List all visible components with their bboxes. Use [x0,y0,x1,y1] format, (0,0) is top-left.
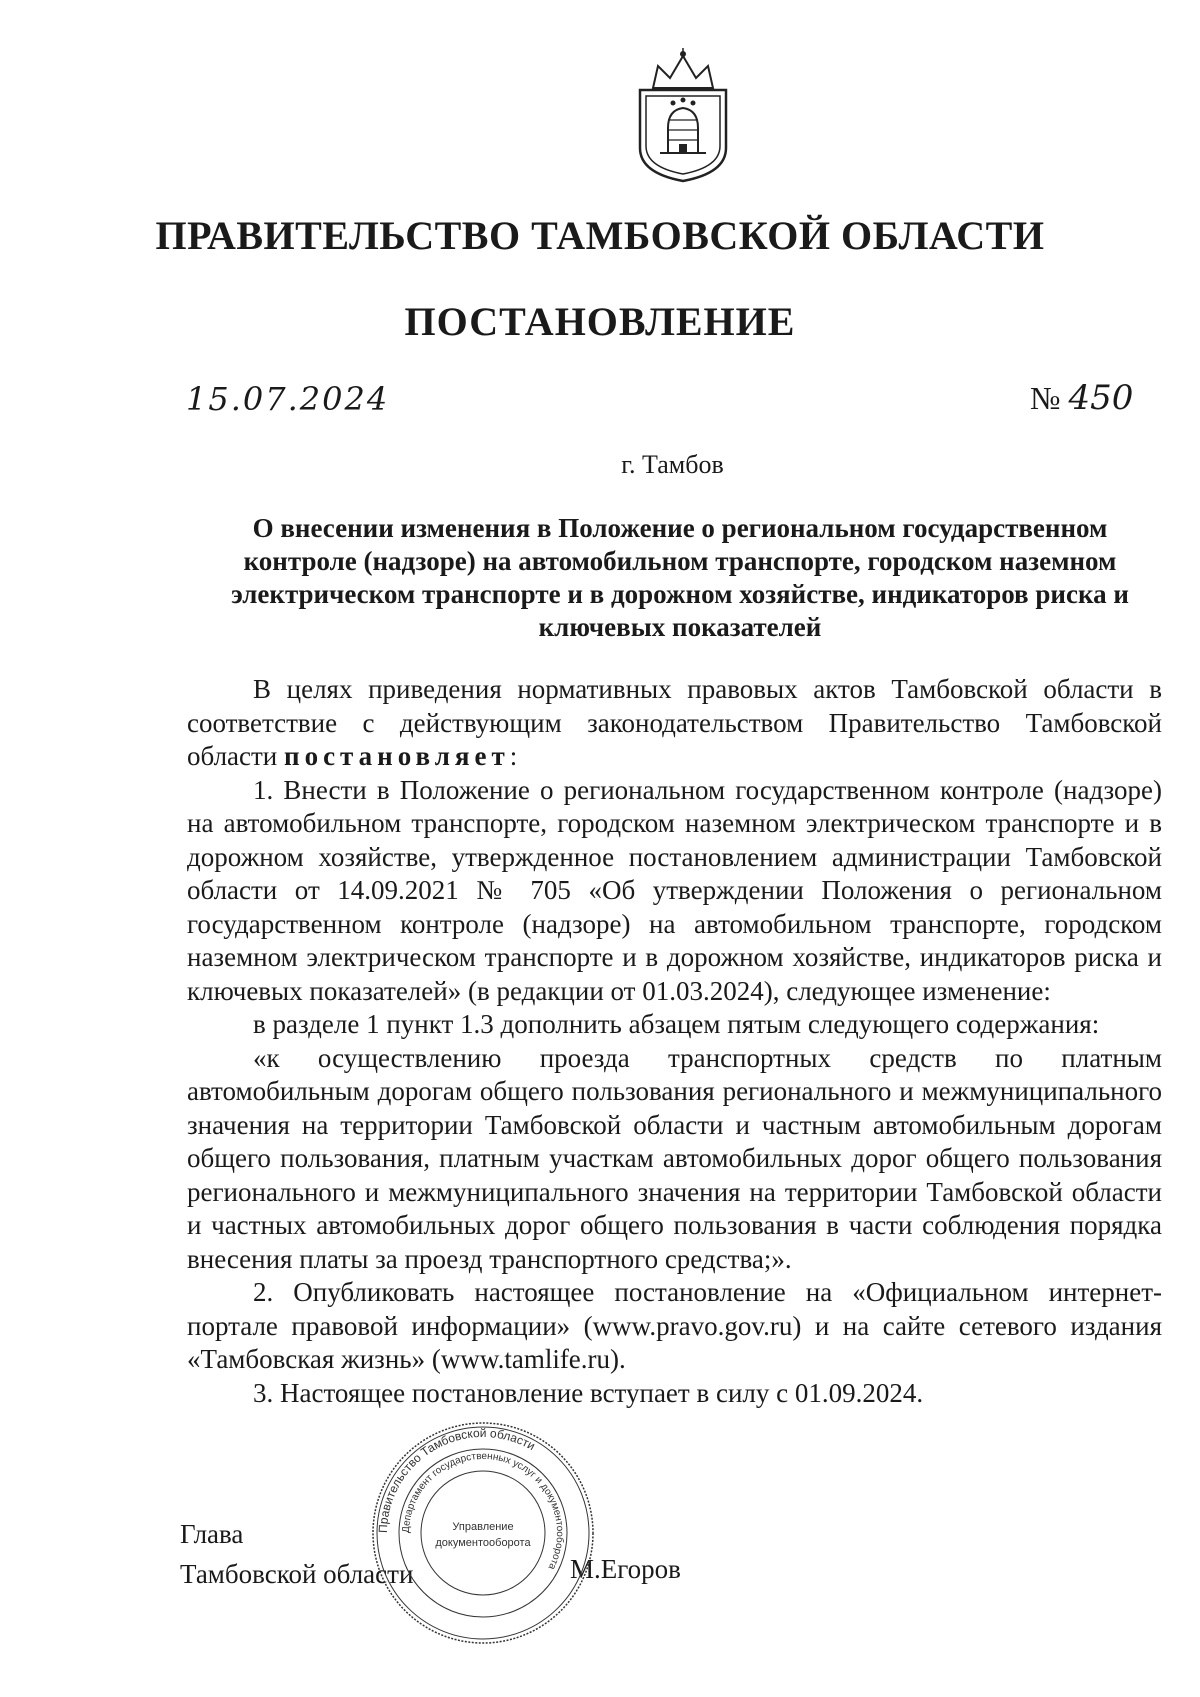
intro-paragraph: В целях приведения нормативных правовых актов Тамбовской области в соответствие с действующим законодательством Правительство Тамбовской области постановляет: [187,674,1162,771]
number-label: № [1030,380,1061,416]
government-name: ПРАВИТЕЛЬСТВО ТАМБОВСКОЙ ОБЛАСТИ [155,213,1045,258]
city: г. Тамбов [621,450,724,479]
document-body [187,673,1162,1410]
paragraph-1a: в разделе 1 пункт 1.3 дополнить абзацем пятым следующего содержания: [253,1009,1100,1039]
resolves-word: постановляет [284,741,510,771]
coat-of-arms-icon [628,48,738,183]
signature-title: Глава Тамбовской области [180,1519,414,1589]
stamp-inner-text: Департамент государственных услуг и документооборота [400,1450,566,1572]
document-subject: О внесении изменения в Положение о региональном государственном контроле (надзоре) на автомобильном транспорте, городском наземном электрическом транспорте и в дорожном хозяйстве, индикаторов риска и ключевых показателей [231,513,1129,642]
document-date: 15.07.2024 [186,380,390,418]
paragraph-1b: «к осуществлению проезда транспортных средств по платным автомобильным дорогам общего пользования регионального и межмуниципального значения на территории Тамбовской области и частным автомобильным дорогам общего пользования, платным участкам автомобильных дорог общего пользования регионального и межмуниципального значения на территории Тамбовской области и частных автомобильных дорог общего пользования в части соблюдения порядка внесения платы за проезд транспортного средства;». [187,1042,1162,1274]
stamp-center-line2: документооборота [435,1537,531,1549]
paragraph-1: 1. Внести в Положение о региональном государственном контроле (надзоре) на автомобильном транспорте, городском наземном электрическом транспорте и в дорожном хозяйстве, утвержденное постановлением администрации Тамбовской области от 14.09.2021 № 705 «Об утверждении Положения о региональном государственном контроле (надзоре) на автомобильном транспорте, городском наземном электрическом транспорте и в дорожном хозяйстве, индикаторов риска и ключевых показателей» (в редакции от 01.03.2024), следующее изменение: [187,774,1162,1006]
official-stamp-icon [368,1418,598,1648]
document-type-title: ПОСТАНОВЛЕНИЕ [404,299,796,344]
document-number [1030,378,1133,418]
stamp-outer-text: Правительство Тамбовской области [375,1425,538,1534]
stamp-center-line1: Управление [452,1521,514,1533]
number-value: 450 [1068,378,1134,418]
paragraph-3: 3. Настоящее постановление вступает в силу с 01.09.2024. [253,1377,924,1408]
paragraph-2: 2. Опубликовать настоящее постановление на «Официальном интернет-портале правовой информации» (www.pravo.gov.ru) и на сайте сетевого издания «Тамбовская жизнь» (www.tamlife.ru). [187,1277,1162,1374]
signatory-name: М.Егоров [570,1554,681,1584]
